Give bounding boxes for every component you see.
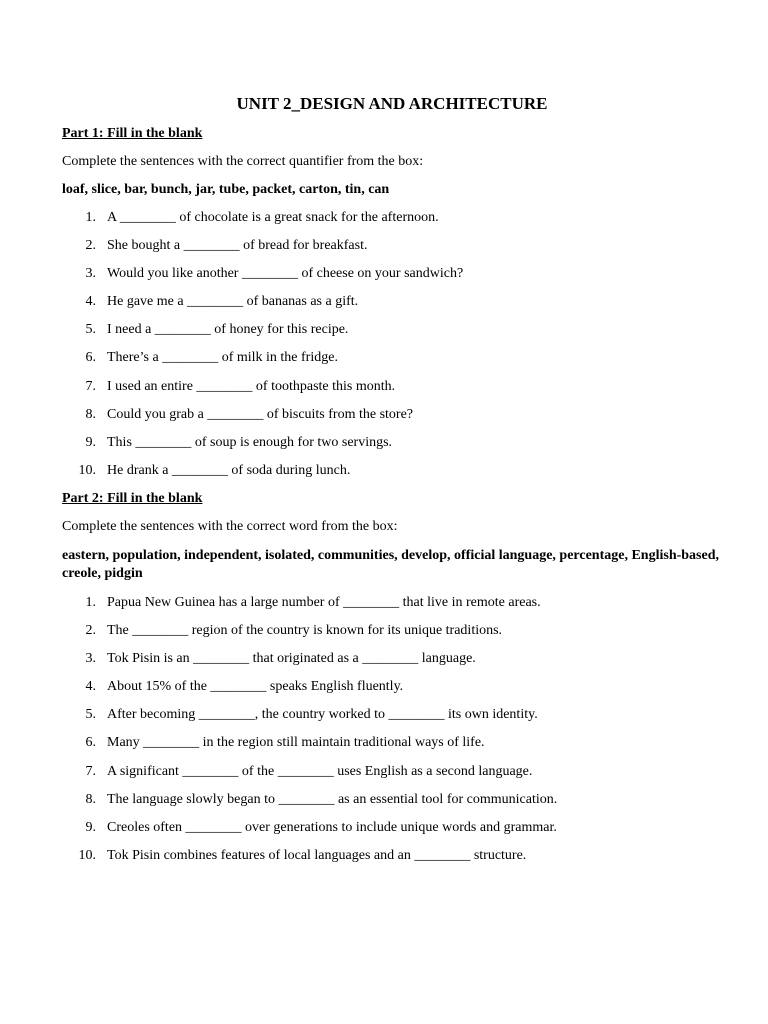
- question-number: 1.: [85, 594, 96, 610]
- question-text: Would you like another ________ of cheese on your sandwich?: [107, 266, 464, 282]
- question-text: Papua New Guinea has a large number of ________ that live in remote areas.: [107, 594, 541, 610]
- question-number: 8.: [85, 406, 96, 422]
- question-number: 2.: [85, 623, 96, 639]
- part1-section: [62, 120, 722, 485]
- question-text: Many ________ in the region still maintain traditional ways of life.: [107, 735, 485, 751]
- question-text: About 15% of the ________ speaks English fluently.: [107, 679, 404, 695]
- question-item: [62, 373, 722, 401]
- part1-word-box: loaf, slice, bar, bunch, jar, tube, packet, carton, tin, can: [62, 182, 390, 197]
- part2-section: [62, 485, 722, 870]
- question-number: 9.: [85, 434, 96, 450]
- question-text: This ________ of soup is enough for two servings.: [107, 434, 393, 450]
- question-text: He gave me a ________ of bananas as a gift.: [107, 294, 359, 310]
- question-text: I need a ________ of honey for this recipe.: [107, 322, 349, 338]
- question-text: I used an entire ________ of toothpaste this month.: [107, 378, 396, 394]
- question-number: 5.: [85, 707, 96, 723]
- question-text: Tok Pisin combines features of local languages and an ________ structure.: [107, 847, 527, 863]
- question-item: [62, 786, 722, 814]
- question-number: 3.: [85, 266, 96, 282]
- part1-question-list: [62, 204, 722, 485]
- question-text: The ________ region of the country is known for its unique traditions.: [107, 623, 503, 639]
- question-number: 6.: [85, 350, 96, 366]
- question-number: 10.: [78, 847, 96, 863]
- part2-word-box: eastern, population, independent, isolated, communities, develop, official language, percentage, English-based, creole, pidgin: [62, 547, 719, 581]
- question-item: [62, 457, 722, 485]
- question-text: Tok Pisin is an ________ that originated as a ________ language.: [107, 651, 476, 667]
- part1-heading: Part 1: Fill in the blank: [62, 126, 203, 141]
- part2-question-list: [62, 589, 722, 870]
- part2-heading: Part 2: Fill in the blank: [62, 490, 203, 506]
- worksheet-page: [62, 92, 722, 870]
- question-number: 2.: [85, 238, 96, 254]
- question-item: [62, 204, 722, 232]
- question-number: 5.: [85, 322, 96, 338]
- question-text: There’s a ________ of milk in the fridge.: [107, 350, 338, 366]
- part2-instruction: Complete the sentences with the correct word from the box:: [62, 518, 398, 534]
- question-number: 8.: [85, 791, 96, 807]
- question-item: [62, 429, 722, 457]
- question-number: 7.: [85, 378, 96, 394]
- question-number: 7.: [85, 763, 96, 779]
- question-text: Could you grab a ________ of biscuits from the store?: [107, 406, 414, 422]
- question-number: 1.: [85, 210, 96, 225]
- question-text: After becoming ________, the country worked to ________ its own identity.: [107, 707, 538, 723]
- question-item: [62, 758, 722, 786]
- question-item: [62, 701, 722, 729]
- question-text: He drank a ________ of soda during lunch.: [107, 462, 351, 478]
- question-item: [62, 260, 722, 288]
- question-number: 4.: [85, 294, 96, 310]
- question-number: 9.: [85, 819, 96, 835]
- question-number: 10.: [78, 462, 96, 478]
- question-text: The language slowly began to ________ as an essential tool for communication.: [107, 791, 558, 807]
- question-item: [62, 645, 722, 673]
- question-item: [62, 288, 722, 316]
- question-number: 3.: [85, 651, 96, 667]
- question-item: [62, 617, 722, 645]
- question-number: 4.: [85, 679, 96, 695]
- question-item: [62, 316, 722, 344]
- question-item: [62, 232, 722, 260]
- question-item: [62, 673, 722, 701]
- question-item: [62, 589, 722, 617]
- question-item: [62, 814, 722, 842]
- question-number: 6.: [85, 735, 96, 751]
- question-item: [62, 729, 722, 757]
- part1-instruction: Complete the sentences with the correct quantifier from the box:: [62, 154, 424, 169]
- question-item: [62, 842, 722, 870]
- question-text: She bought a ________ of bread for breakfast.: [107, 238, 368, 254]
- question-item: [62, 401, 722, 429]
- question-text: Creoles often ________ over generations to include unique words and grammar.: [107, 819, 557, 835]
- question-item: [62, 344, 722, 372]
- question-text: A ________ of chocolate is a great snack for the afternoon.: [107, 210, 439, 225]
- question-text: A significant ________ of the ________ uses English as a second language.: [107, 763, 533, 779]
- page-title: UNIT 2_DESIGN AND ARCHITECTURE: [236, 94, 548, 113]
